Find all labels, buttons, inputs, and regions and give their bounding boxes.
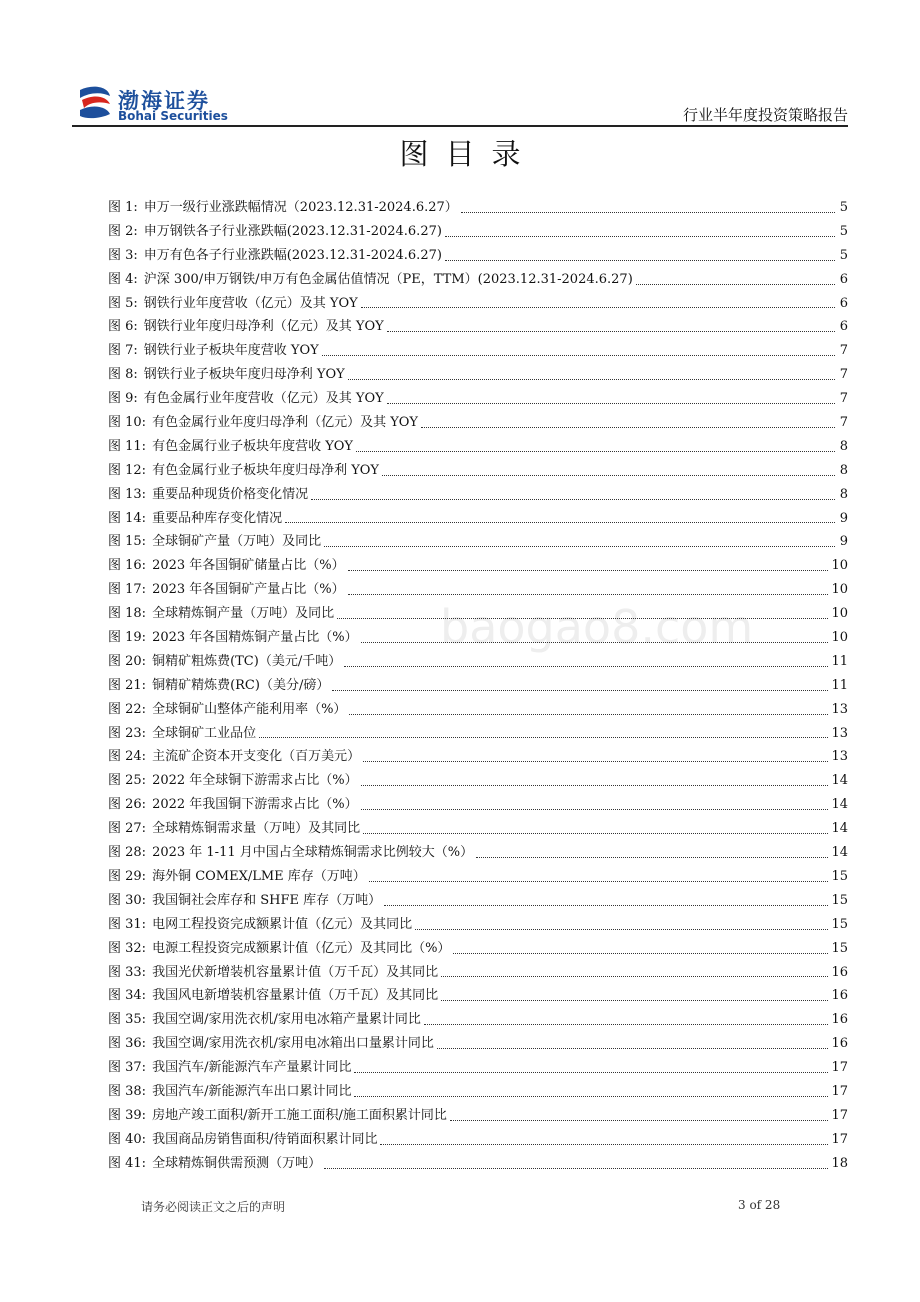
toc-dot-leader bbox=[445, 259, 835, 261]
toc-figure-number: 图 17: bbox=[108, 582, 147, 598]
toc-entry[interactable] bbox=[108, 435, 848, 459]
toc-page-number: 13 bbox=[831, 701, 848, 717]
toc-figure-number: 图 10: bbox=[108, 415, 147, 431]
toc-figure-title: 2022 年我国铜下游需求占比（%） bbox=[152, 797, 358, 813]
toc-figure-number: 图 36: bbox=[108, 1036, 147, 1052]
toc-figure-title: 铜精矿精炼费(RC)（美分/磅） bbox=[152, 677, 330, 693]
toc-figure-number: 图 22: bbox=[108, 701, 147, 717]
report-type-label: 行业半年度投资策略报告 bbox=[682, 106, 848, 124]
toc-page-number: 13 bbox=[831, 725, 848, 741]
toc-dot-leader bbox=[322, 354, 835, 356]
toc-dot-leader bbox=[363, 832, 828, 834]
page-title: 图目录 bbox=[399, 137, 538, 171]
toc-figure-number: 图 13: bbox=[108, 486, 147, 502]
toc-dot-leader bbox=[382, 474, 835, 476]
toc-figure-number: 图 5: bbox=[108, 295, 138, 311]
toc-entry[interactable] bbox=[108, 220, 848, 244]
toc-page-number: 17 bbox=[831, 1060, 848, 1076]
toc-page-number: 15 bbox=[831, 892, 848, 908]
toc-dot-leader bbox=[441, 999, 828, 1001]
toc-entry[interactable] bbox=[108, 339, 848, 363]
toc-dot-leader bbox=[348, 569, 829, 571]
toc-dot-leader bbox=[354, 1071, 828, 1073]
toc-figure-title: 全球铜矿产量（万吨）及同比 bbox=[152, 534, 322, 550]
toc-figure-number: 图 34: bbox=[108, 988, 147, 1004]
toc-figure-title: 有色金属行业子板块年度归母净利 YOY bbox=[152, 462, 380, 478]
toc-dot-leader bbox=[461, 211, 835, 213]
toc-page-number: 18 bbox=[831, 1155, 848, 1171]
toc-page-number: 13 bbox=[831, 749, 848, 765]
toc-page-number: 7 bbox=[839, 367, 848, 383]
toc-dot-leader bbox=[311, 498, 835, 500]
toc-figure-number: 图 35: bbox=[108, 1012, 147, 1028]
toc-entry[interactable] bbox=[108, 961, 848, 985]
toc-page-number: 10 bbox=[831, 558, 848, 574]
toc-dot-leader bbox=[380, 1143, 828, 1145]
toc-entry[interactable] bbox=[108, 315, 848, 339]
toc-entry[interactable] bbox=[108, 1056, 848, 1080]
toc-dot-leader bbox=[344, 665, 828, 667]
toc-dot-leader bbox=[361, 641, 829, 643]
toc-entry[interactable] bbox=[108, 841, 848, 865]
toc-entry[interactable] bbox=[108, 745, 848, 769]
toc-page-number: 10 bbox=[831, 630, 848, 646]
toc-page-number: 9 bbox=[839, 510, 848, 526]
toc-page-number: 8 bbox=[839, 486, 848, 502]
toc-figure-title: 重要品种现货价格变化情况 bbox=[152, 486, 309, 502]
toc-figure-number: 图 20: bbox=[108, 653, 147, 669]
toc-figure-number: 图 6: bbox=[108, 319, 138, 335]
toc-figure-number: 图 8: bbox=[108, 367, 138, 383]
toc-figure-number: 图 16: bbox=[108, 558, 147, 574]
toc-entry[interactable] bbox=[108, 984, 848, 1008]
toc-figure-title: 钢铁行业子板块年度归母净利 YOY bbox=[143, 367, 345, 383]
toc-figure-title: 我国风电新增装机容量累计值（万千瓦）及其同比 bbox=[152, 988, 439, 1004]
toc-dot-leader bbox=[259, 736, 828, 738]
toc-entry[interactable] bbox=[108, 363, 848, 387]
bohai-logo bbox=[76, 82, 266, 124]
toc-dot-leader bbox=[369, 880, 829, 882]
toc-figure-number: 图 3: bbox=[108, 247, 138, 263]
toc-figure-number: 图 39: bbox=[108, 1107, 147, 1123]
toc-page-number: 15 bbox=[831, 868, 848, 884]
toc-page-number: 14 bbox=[831, 845, 848, 861]
logo-chinese-name: 渤海证券 bbox=[118, 89, 210, 113]
toc-figure-title: 我国光伏新增装机容量累计值（万千瓦）及其同比 bbox=[152, 964, 439, 980]
toc-dot-leader bbox=[424, 1023, 829, 1025]
toc-figure-title: 2023 年 1-11 月中国占全球精炼铜需求比例较大（%） bbox=[152, 845, 474, 861]
toc-dot-leader bbox=[445, 235, 835, 237]
toc-dot-leader bbox=[361, 306, 835, 308]
toc-page-number: 16 bbox=[831, 964, 848, 980]
page-number: 3 of 28 bbox=[738, 1198, 781, 1212]
toc-figure-title: 全球精炼铜产量（万吨）及同比 bbox=[152, 606, 335, 622]
footer-disclaimer: 请务必阅读正文之后的声明 bbox=[141, 1200, 286, 1214]
toc-figure-number: 图 18: bbox=[108, 606, 147, 622]
toc-dot-leader bbox=[361, 808, 829, 810]
toc-dot-leader bbox=[450, 1119, 829, 1121]
toc-entry[interactable] bbox=[108, 698, 848, 722]
toc-dot-leader bbox=[363, 760, 828, 762]
toc-figure-number: 图 11: bbox=[108, 438, 147, 454]
toc-figure-title: 钢铁行业年度营收（亿元）及其 YOY bbox=[143, 295, 358, 311]
toc-entry[interactable] bbox=[108, 793, 848, 817]
toc-entry[interactable] bbox=[108, 459, 848, 483]
toc-page-number: 10 bbox=[831, 582, 848, 598]
toc-page-number: 8 bbox=[839, 438, 848, 454]
toc-figure-title: 全球铜矿工业品位 bbox=[152, 725, 257, 741]
toc-dot-leader bbox=[415, 928, 828, 930]
toc-page-number: 11 bbox=[831, 677, 848, 693]
toc-figure-title: 全球精炼铜供需预测（万吨） bbox=[152, 1155, 322, 1171]
toc-entry[interactable] bbox=[108, 411, 848, 435]
toc-figure-title: 2023 年各国铜矿产量占比（%） bbox=[152, 582, 345, 598]
toc-entry[interactable] bbox=[108, 507, 848, 531]
toc-figure-number: 图 1: bbox=[108, 200, 138, 215]
toc-page-number: 14 bbox=[831, 797, 848, 813]
toc-page-number: 6 bbox=[839, 271, 848, 287]
toc-dot-leader bbox=[387, 402, 835, 404]
toc-entry[interactable] bbox=[108, 865, 848, 889]
toc-figure-number: 图 41: bbox=[108, 1155, 147, 1171]
toc-figure-title: 海外铜 COMEX/LME 库存（万吨） bbox=[152, 868, 366, 884]
toc-figure-title: 我国汽车/新能源汽车产量累计同比 bbox=[152, 1060, 352, 1076]
toc-dot-leader bbox=[324, 545, 835, 547]
toc-page-number: 7 bbox=[839, 391, 848, 407]
toc-figure-title: 2022 年全球铜下游需求占比（%） bbox=[152, 773, 358, 789]
toc-dot-leader bbox=[476, 856, 828, 858]
toc-figure-title: 有色金属行业年度营收（亿元）及其 YOY bbox=[143, 391, 384, 407]
toc-figure-title: 房地产竣工面积/新开工施工面积/施工面积累计同比 bbox=[152, 1107, 447, 1123]
toc-dot-leader bbox=[636, 283, 835, 285]
toc-figure-title: 全球精炼铜需求量（万吨）及其同比 bbox=[152, 821, 361, 837]
toc-figure-title: 2023 年各国精炼铜产量占比（%） bbox=[152, 630, 358, 646]
toc-figure-title: 电网工程投资完成额累计值（亿元）及其同比 bbox=[152, 916, 413, 932]
toc-entry[interactable] bbox=[108, 1152, 848, 1176]
toc-page-number: 5 bbox=[839, 223, 848, 239]
toc-entry[interactable] bbox=[108, 483, 848, 507]
toc-page-number: 7 bbox=[839, 343, 848, 359]
watermark: baogao8.com bbox=[440, 600, 754, 654]
toc-entry[interactable] bbox=[108, 578, 848, 602]
page-header bbox=[72, 78, 848, 126]
toc-dot-leader bbox=[387, 330, 835, 332]
toc-figure-number: 图 29: bbox=[108, 868, 147, 884]
toc-page-number: 7 bbox=[839, 415, 848, 431]
toc-dot-leader bbox=[348, 378, 835, 380]
toc-figure-title: 申万钢铁各子行业涨跌幅(2023.12.31-2024.6.27) bbox=[143, 223, 442, 239]
toc-page-number: 5 bbox=[839, 247, 848, 263]
toc-entry[interactable] bbox=[108, 674, 848, 698]
toc-figure-number: 图 40: bbox=[108, 1131, 147, 1147]
toc-dot-leader bbox=[324, 1167, 828, 1169]
toc-entry[interactable] bbox=[108, 817, 848, 841]
toc-figure-number: 图 2: bbox=[108, 223, 138, 239]
toc-page-number: 6 bbox=[839, 295, 848, 311]
toc-entry[interactable] bbox=[108, 387, 848, 411]
toc-figure-title: 我国空调/家用洗衣机/家用电冰箱产量累计同比 bbox=[152, 1012, 421, 1028]
toc-figure-number: 图 32: bbox=[108, 940, 147, 956]
toc-figure-title: 申万有色各子行业涨跌幅(2023.12.31-2024.6.27) bbox=[143, 247, 442, 263]
toc-figure-number: 图 28: bbox=[108, 845, 147, 861]
toc-dot-leader bbox=[361, 784, 829, 786]
toc-dot-leader bbox=[356, 450, 835, 452]
toc-figure-title: 铜精矿粗炼费(TC)（美元/千吨） bbox=[152, 653, 342, 669]
toc-page-number: 16 bbox=[831, 988, 848, 1004]
toc-entry[interactable] bbox=[108, 1104, 848, 1128]
toc-entry[interactable] bbox=[108, 244, 848, 268]
toc-entry[interactable] bbox=[108, 937, 848, 961]
toc-figure-number: 图 37: bbox=[108, 1060, 147, 1076]
toc-page-number: 9 bbox=[839, 534, 848, 550]
toc-page-number: 6 bbox=[839, 319, 848, 335]
toc-figure-title: 沪深 300/申万钢铁/申万有色金属估值情况（PE，TTM）(2023.12.31-2024.6.27) bbox=[143, 271, 633, 287]
toc-page-number: 8 bbox=[839, 462, 848, 478]
toc-figure-number: 图 31: bbox=[108, 916, 147, 932]
toc-dot-leader bbox=[332, 689, 828, 691]
toc-figure-number: 图 24: bbox=[108, 749, 147, 765]
toc-figure-number: 图 7: bbox=[108, 343, 138, 359]
toc-entry[interactable] bbox=[108, 769, 848, 793]
toc-entry[interactable] bbox=[108, 722, 848, 746]
toc-page-number: 16 bbox=[831, 1012, 848, 1028]
toc-entry[interactable] bbox=[108, 1080, 848, 1104]
toc-entry[interactable] bbox=[108, 196, 848, 220]
toc-figure-title: 我国铜社会库存和 SHFE 库存（万吨） bbox=[152, 892, 382, 908]
toc-figure-number: 图 33: bbox=[108, 964, 147, 980]
toc-figure-number: 图 21: bbox=[108, 677, 147, 693]
toc-entry[interactable] bbox=[108, 889, 848, 913]
toc-dot-leader bbox=[437, 1047, 829, 1049]
toc-page-number: 10 bbox=[831, 606, 848, 622]
toc-figure-title: 全球铜矿山整体产能利用率（%） bbox=[152, 701, 347, 717]
toc-dot-leader bbox=[421, 426, 835, 428]
figure-table-of-contents bbox=[108, 196, 848, 1176]
toc-figure-title: 重要品种库存变化情况 bbox=[152, 510, 283, 526]
toc-entry[interactable] bbox=[108, 650, 848, 674]
toc-entry[interactable] bbox=[108, 1032, 848, 1056]
toc-page-number: 17 bbox=[831, 1083, 848, 1099]
toc-entry[interactable] bbox=[108, 1008, 848, 1032]
toc-entry[interactable] bbox=[108, 602, 848, 626]
toc-figure-number: 图 30: bbox=[108, 892, 147, 908]
toc-figure-number: 图 27: bbox=[108, 821, 147, 837]
toc-dot-leader bbox=[349, 713, 828, 715]
toc-figure-number: 图 25: bbox=[108, 773, 147, 789]
toc-entry[interactable] bbox=[108, 292, 848, 316]
toc-page-number: 17 bbox=[831, 1131, 848, 1147]
toc-page-number: 5 bbox=[839, 200, 848, 215]
toc-entry[interactable] bbox=[108, 268, 848, 292]
toc-page-number: 14 bbox=[831, 821, 848, 837]
toc-figure-number: 图 14: bbox=[108, 510, 147, 526]
toc-figure-title: 我国商品房销售面积/待销面积累计同比 bbox=[152, 1131, 378, 1147]
toc-dot-leader bbox=[285, 521, 835, 523]
toc-figure-title: 申万一级行业涨跌幅情况（2023.12.31-2024.6.27） bbox=[143, 200, 458, 215]
toc-page-number: 11 bbox=[831, 653, 848, 669]
toc-dot-leader bbox=[384, 904, 828, 906]
toc-dot-leader bbox=[441, 975, 828, 977]
toc-figure-title: 电源工程投资完成额累计值（亿元）及其同比（%） bbox=[152, 940, 451, 956]
toc-entry[interactable] bbox=[108, 1128, 848, 1152]
toc-entry[interactable] bbox=[108, 913, 848, 937]
toc-page-number: 17 bbox=[831, 1107, 848, 1123]
toc-figure-number: 图 9: bbox=[108, 391, 138, 407]
toc-figure-title: 2023 年各国铜矿储量占比（%） bbox=[152, 558, 345, 574]
toc-figure-number: 图 15: bbox=[108, 534, 147, 550]
toc-entry[interactable] bbox=[108, 530, 848, 554]
toc-entry[interactable] bbox=[108, 554, 848, 578]
toc-figure-number: 图 38: bbox=[108, 1083, 147, 1099]
toc-figure-number: 图 19: bbox=[108, 630, 147, 646]
toc-figure-number: 图 23: bbox=[108, 725, 147, 741]
toc-dot-leader bbox=[337, 617, 828, 619]
logo-english-name: Bohai Securities bbox=[118, 109, 228, 123]
toc-page-number: 15 bbox=[831, 916, 848, 932]
toc-figure-number: 图 12: bbox=[108, 462, 147, 478]
toc-dot-leader bbox=[354, 1095, 828, 1097]
toc-dot-leader bbox=[453, 952, 828, 954]
toc-figure-title: 有色金属行业年度归母净利（亿元）及其 YOY bbox=[152, 415, 419, 431]
toc-figure-number: 图 26: bbox=[108, 797, 147, 813]
toc-entry[interactable] bbox=[108, 626, 848, 650]
toc-figure-title: 我国汽车/新能源汽车出口累计同比 bbox=[152, 1083, 352, 1099]
toc-page-number: 16 bbox=[831, 1036, 848, 1052]
toc-figure-title: 主流矿企资本开支变化（百万美元） bbox=[152, 749, 361, 765]
toc-figure-title: 有色金属行业子板块年度营收 YOY bbox=[152, 438, 354, 454]
bohai-logo-icon bbox=[76, 84, 114, 122]
toc-page-number: 14 bbox=[831, 773, 848, 789]
toc-figure-title: 钢铁行业子板块年度营收 YOY bbox=[143, 343, 319, 359]
header-divider bbox=[72, 125, 848, 127]
toc-page-number: 15 bbox=[831, 940, 848, 956]
toc-figure-title: 我国空调/家用洗衣机/家用电冰箱出口量累计同比 bbox=[152, 1036, 434, 1052]
toc-dot-leader bbox=[348, 593, 829, 595]
toc-figure-number: 图 4: bbox=[108, 271, 138, 287]
toc-figure-title: 钢铁行业年度归母净利（亿元）及其 YOY bbox=[143, 319, 384, 335]
